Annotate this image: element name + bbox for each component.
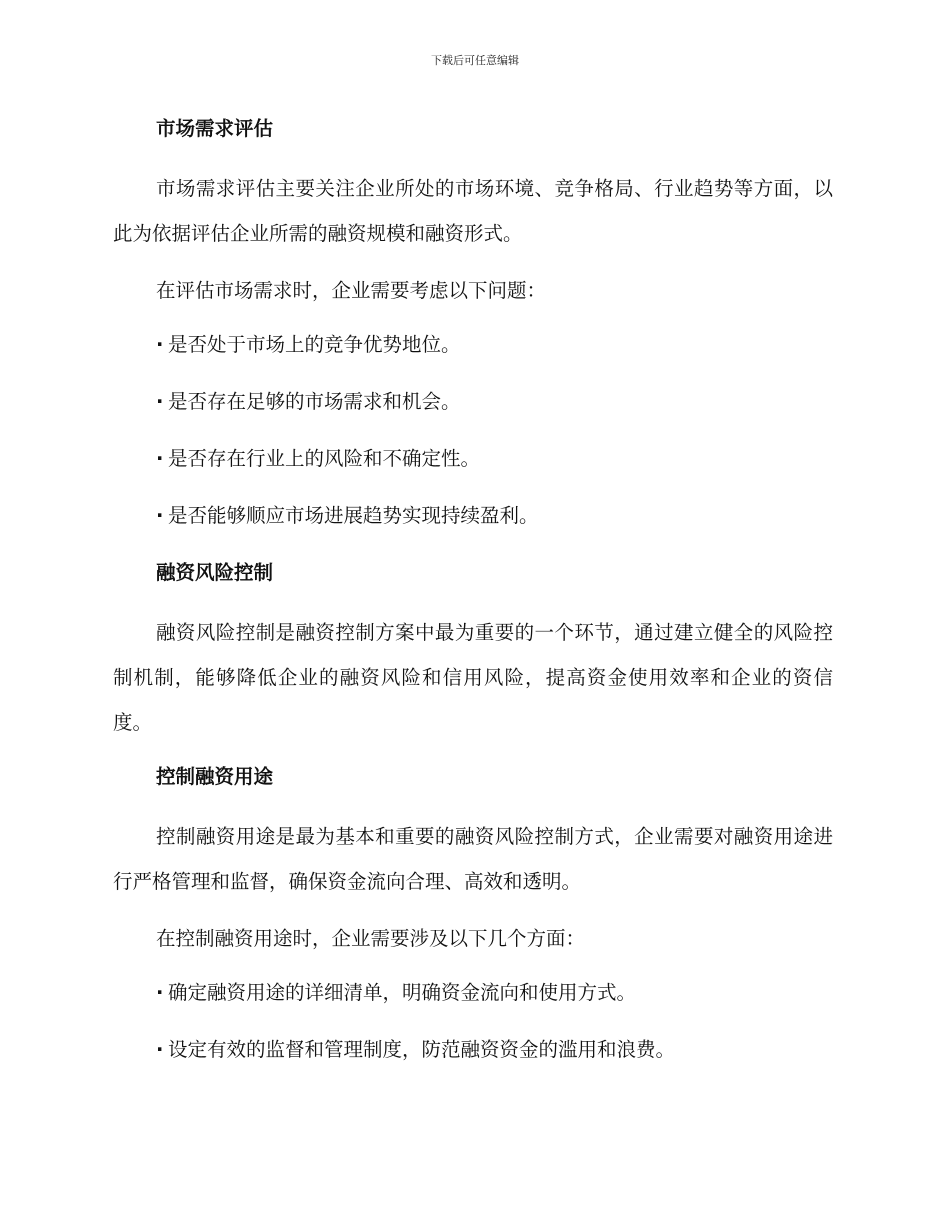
list-item-text: 设定有效的监督和管理制度，防范融资资金的滥用和浪费。: [168, 1038, 676, 1061]
bullet-dot: ·: [156, 333, 164, 356]
list-item-text: 确定融资用途的详细清单，明确资金流向和使用方式。: [168, 981, 637, 1004]
list-item-text: 是否能够顺应市场进展趋势实现持续盈利。: [168, 504, 539, 527]
page-header: 下载后可任意编辑: [431, 54, 519, 67]
section-heading-market: 市场需求评估: [156, 117, 274, 140]
bullet-dot: ·: [156, 981, 164, 1004]
section-heading-risk: 融资风险控制: [156, 561, 274, 584]
bullet-dot: ·: [156, 447, 164, 470]
paragraph-usage-intro: 控制融资用途是最为基本和重要的融资风险控制方式，企业需要对融资用途进行严格管理和监督，确保资金流向合理、高效和透明。: [113, 825, 833, 893]
list-item-text: 是否存在足够的市场需求和机会。: [168, 390, 461, 413]
paragraph-market-lead: 在评估市场需求时，企业需要考虑以下问题：: [156, 279, 547, 302]
list-item-text: 是否处于市场上的竞争优势地位。: [168, 333, 461, 356]
list-item: [113, 973, 833, 1013]
section-heading-usage: 控制融资用途: [156, 765, 274, 788]
bullet-dot: ·: [156, 504, 164, 527]
document-body: [113, 109, 833, 1087]
list-item: [113, 1030, 833, 1070]
paragraph-market-intro: 市场需求评估主要关注企业所处的市场环境、竞争格局、行业趋势等方面，以此为依据评估企业所需的融资规模和融资形式。: [113, 177, 833, 245]
list-item: [113, 325, 833, 365]
list-item: [113, 496, 833, 536]
bullet-dot: ·: [156, 1038, 164, 1061]
paragraph-risk-intro: 融资风险控制是融资控制方案中最为重要的一个环节，通过建立健全的风险控制机制，能够降低企业的融资风险和信用风险，提高资金使用效率和企业的资信度。: [113, 621, 833, 734]
list-item: [113, 439, 833, 479]
bullet-dot: ·: [156, 390, 164, 413]
list-item: [113, 382, 833, 422]
list-item-text: 是否存在行业上的风险和不确定性。: [168, 447, 481, 470]
paragraph-usage-lead: 在控制融资用途时，企业需要涉及以下几个方面：: [156, 927, 586, 950]
